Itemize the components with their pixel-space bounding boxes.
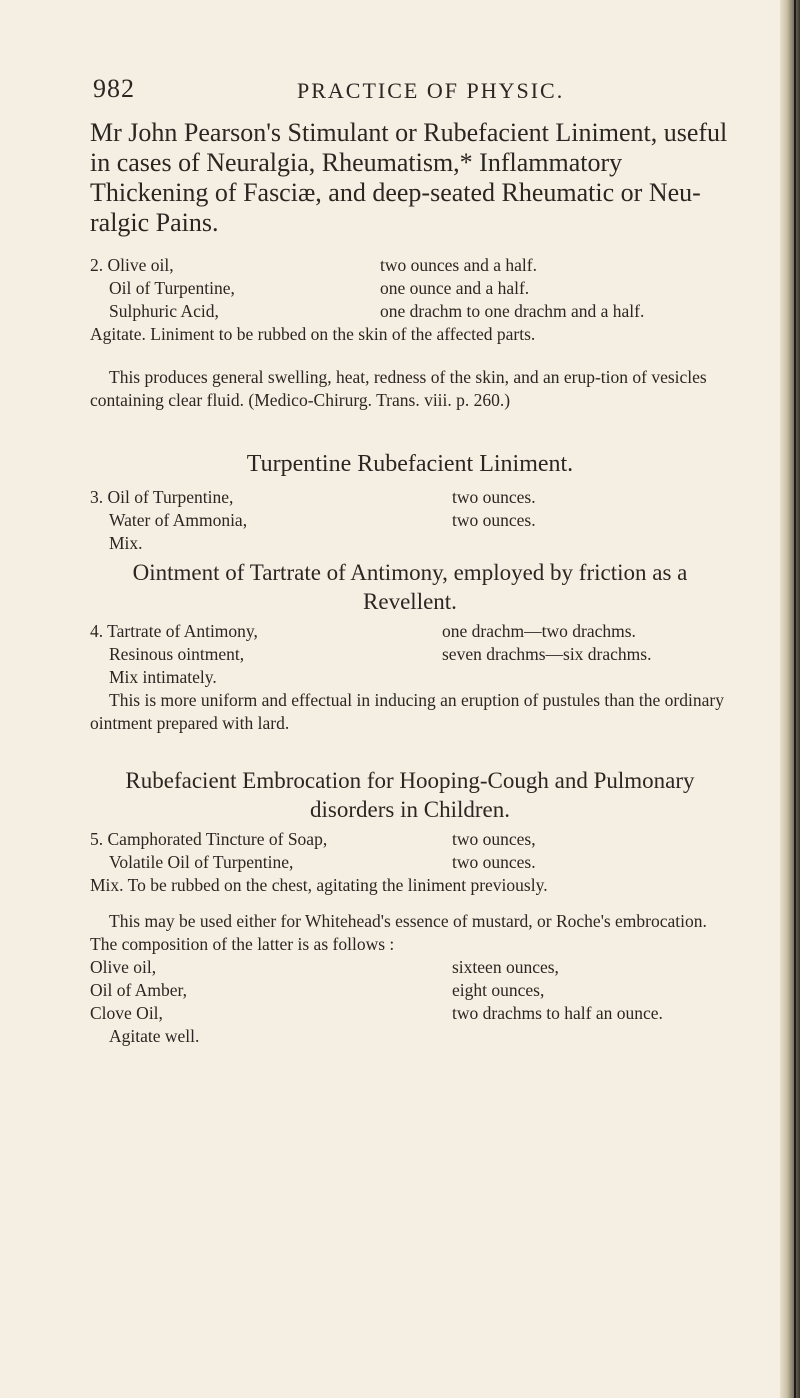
recipe-row [90, 874, 730, 897]
book-spine-edge [780, 0, 800, 1398]
recipe-row [90, 486, 730, 509]
ingredient: 5. Camphorated Tincture of Soap, [90, 829, 328, 849]
ingredient: Oil of Turpentine, [109, 278, 235, 298]
quantity: one drachm—two drachms. [442, 621, 636, 641]
section-1-title: Mr John Pearson's Stimulant or Rubefacient Liniment, useful in cases of Neuralgia, Rheumatism,* Inflammatory Thickening of Fasciæ, and deep-seated Rheumatic or Neu-ralgic Pains. [90, 118, 728, 237]
quantity: sixteen ounces, [452, 957, 559, 977]
quantity: two ounces. [452, 852, 536, 872]
recipe-row [90, 509, 730, 532]
recipe-row [90, 979, 730, 1002]
quantity: one ounce and a half. [380, 278, 530, 298]
section-4-note [90, 910, 730, 956]
ingredient: 3. Oil of Turpentine, [90, 487, 234, 507]
recipe-row [90, 828, 730, 851]
directions: Mix intimately. [109, 667, 217, 687]
section-4-title: Rubefacient Embrocation for Hooping-Cough and Pulmonary disorders in Children. [125, 768, 695, 822]
ingredient: Olive oil, [90, 957, 157, 977]
section-3-recipe [90, 620, 730, 689]
section-3-title: Ointment of Tartrate of Antimony, employed by friction as a Revellent. [132, 560, 688, 614]
running-head: PRACTICE OF PHYSIC. [297, 78, 565, 103]
note-text: This produces general swelling, heat, redness of the skin, and an erup-tion of vesicles containing clear fluid. (Medico-Chirurg. Trans. viii. p. 260.) [90, 367, 707, 410]
section-3-note [90, 689, 730, 735]
recipe-row [90, 620, 730, 643]
page-number: 982 [93, 74, 135, 103]
recipe-row [90, 277, 730, 300]
book-binding-line [794, 0, 796, 1398]
ingredient: Resinous ointment, [109, 644, 245, 664]
recipe-row [90, 1002, 730, 1025]
directions: Mix. To be rubbed on the chest, agitating the liniment previously. [90, 875, 548, 895]
quantity: two ounces. [452, 487, 536, 507]
recipe-row [90, 851, 730, 874]
quantity: seven drachms—six drachms. [442, 644, 652, 664]
recipe-row [90, 300, 730, 323]
ingredient: 4. Tartrate of Antimony, [90, 621, 258, 641]
directions: Agitate well. [109, 1026, 200, 1046]
section-1-recipe [90, 254, 730, 346]
note-text: This may be used either for Whitehead's essence of mustard, or Roche's embrocation. The composition of the latter is as follows : [90, 911, 707, 954]
page-header [0, 74, 780, 110]
recipe-row [90, 532, 730, 555]
recipe-row [90, 666, 730, 689]
ingredient: Oil of Amber, [90, 980, 187, 1000]
note-text: This is more uniform and effectual in inducing an eruption of pustules than the ordinary ointment prepared with lard. [90, 690, 724, 733]
recipe-row [90, 956, 730, 979]
quantity: two ounces. [452, 510, 536, 530]
recipe-row [90, 323, 730, 346]
section-1-note [90, 366, 730, 412]
section-2-title: Turpentine Rubefacient Liniment. [246, 451, 574, 477]
section-4-recipe-2 [90, 956, 730, 1048]
ingredient: Sulphuric Acid, [109, 301, 219, 321]
section-4-recipe [90, 828, 730, 897]
ingredient: Clove Oil, [90, 1003, 163, 1023]
section-2-recipe [90, 486, 730, 555]
ingredient: Water of Ammonia, [109, 510, 248, 530]
quantity: one drachm to one drachm and a half. [380, 301, 645, 321]
quantity: two drachms to half an ounce. [452, 1003, 663, 1023]
directions: Mix. [109, 533, 143, 553]
quantity: eight ounces, [452, 980, 545, 1000]
ingredient: 2. Olive oil, [90, 255, 174, 275]
quantity: two ounces and a half. [380, 255, 537, 275]
recipe-row [90, 643, 730, 666]
ingredient: Volatile Oil of Turpentine, [109, 852, 294, 872]
quantity: two ounces, [452, 829, 536, 849]
recipe-row [90, 1025, 730, 1048]
recipe-row [90, 254, 730, 277]
directions: Agitate. Liniment to be rubbed on the skin of the affected parts. [90, 324, 536, 344]
